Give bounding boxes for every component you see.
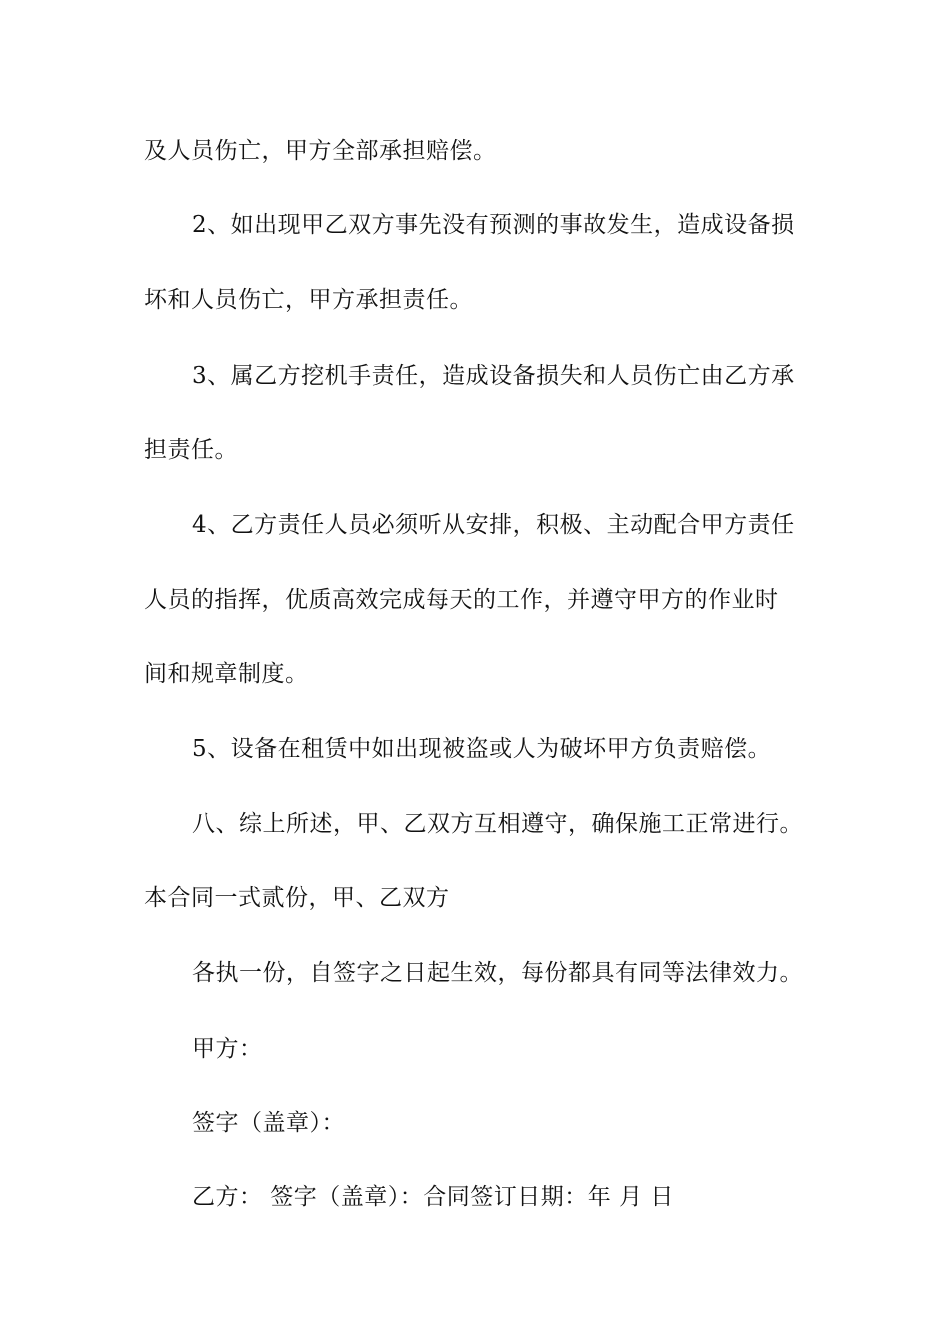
clause-5-line: 5、设备在租赁中如出现被盗或人为破坏甲方负责赔偿。 [192, 736, 772, 762]
party-b-signature-date-line: 乙方： 签字（盖章）：合同签订日期：年 月 日 [192, 1184, 674, 1210]
signature-seal-label: 签字（盖章）： [192, 1110, 345, 1136]
paragraph-line: 担责任。 [144, 437, 238, 463]
clause-4-line: 4、乙方责任人员必须听从安排，积极、主动配合甲方责任 [192, 512, 795, 538]
paragraph-line: 及人员伤亡，甲方全部承担赔偿。 [144, 138, 497, 164]
paragraph-line: 各执一份，自签字之日起生效，每份都具有同等法律效力。 [192, 960, 803, 986]
clause-2-line: 2、如出现甲乙双方事先没有预测的事故发生，造成设备损 [192, 212, 795, 238]
paragraph-line: 坏和人员伤亡，甲方承担责任。 [144, 287, 473, 313]
section-8-line: 八、综上所述，甲、乙双方互相遵守，确保施工正常进行。 [192, 811, 803, 837]
paragraph-line: 人员的指挥，优质高效完成每天的工作，并遵守甲方的作业时 [144, 587, 779, 613]
paragraph-line: 本合同一式贰份，甲、乙双方 [144, 885, 450, 911]
party-a-label: 甲方： [192, 1036, 263, 1062]
clause-3-line: 3、属乙方挖机手责任，造成设备损失和人员伤亡由乙方承 [192, 363, 795, 389]
paragraph-line: 间和规章制度。 [144, 661, 309, 687]
